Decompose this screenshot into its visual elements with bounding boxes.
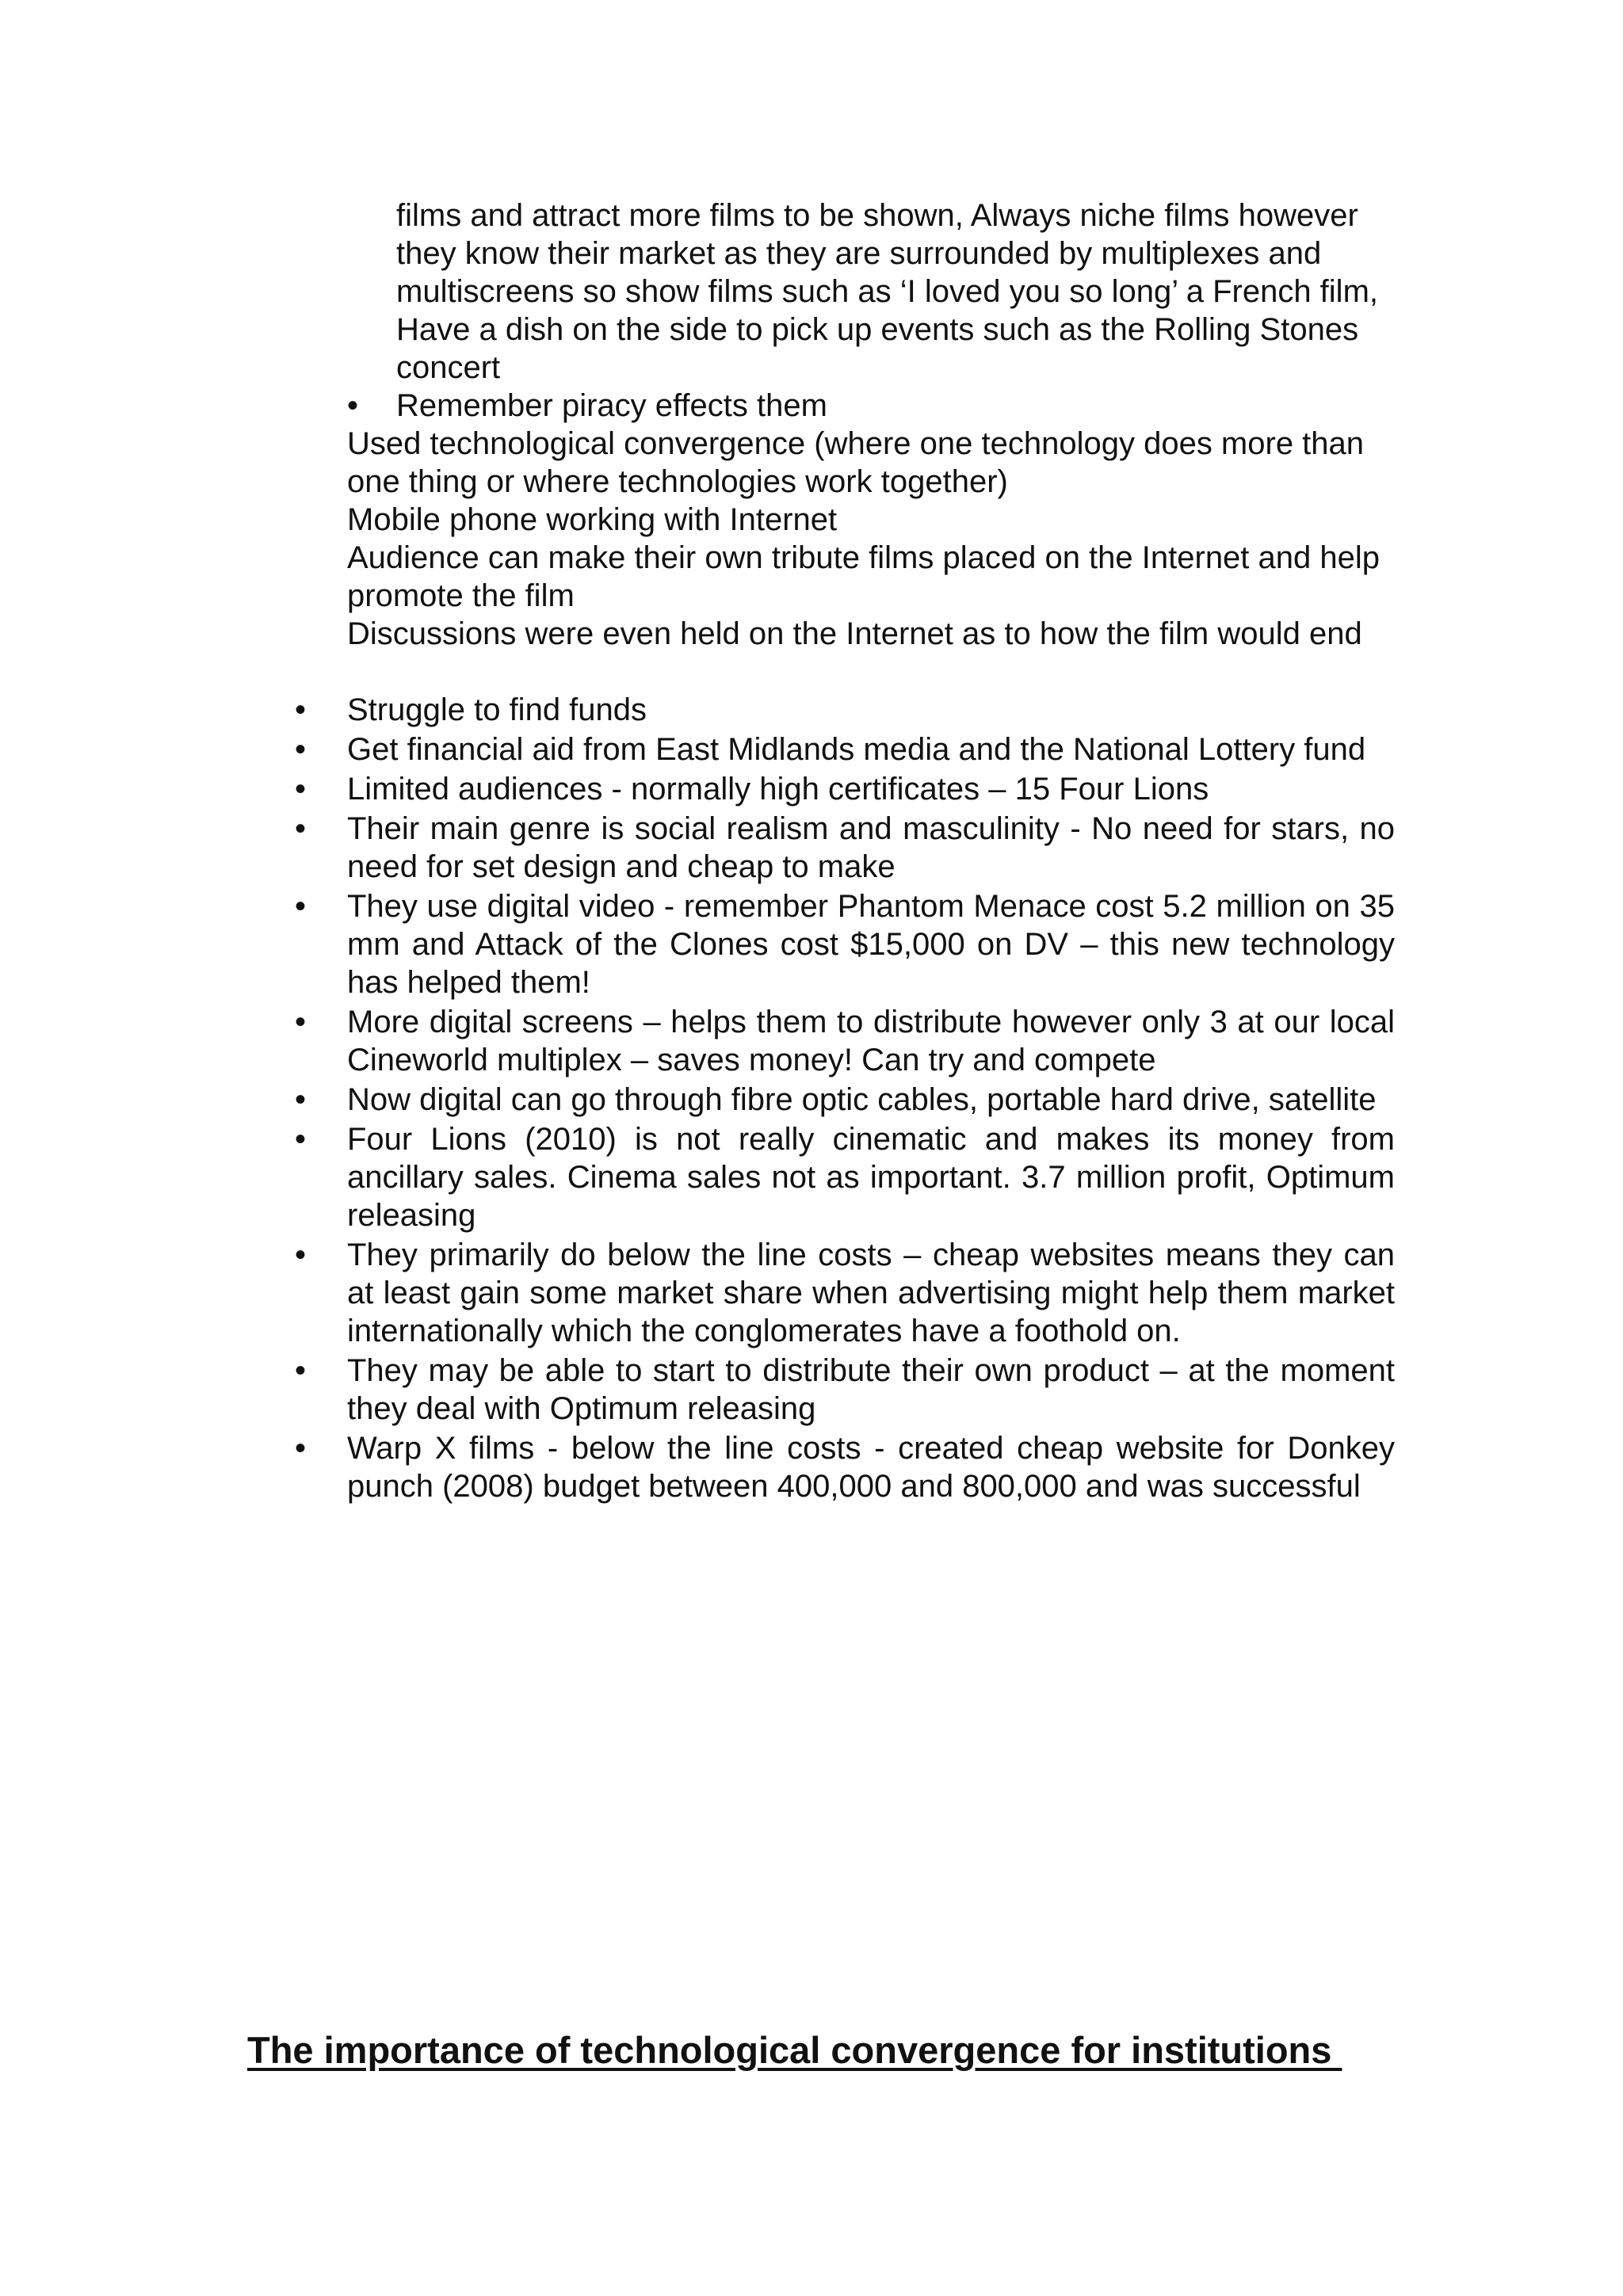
list-item-text: They primarily do below the line costs – cheap websites means they can at least gain some market share when advertising might help them market internationally which the conglomerates have a foothold on. [347,1238,1395,1348]
list-item-text: Now digital can go through fibre optic cables, portable hard drive, satellite [347,1082,1377,1117]
section-heading: The importance of technological convergence for institutions [247,2029,1342,2071]
list-item-text: Four Lions (2010) is not really cinematic and makes its money from ancillary sales. Cinema sales not as important. 3.7 million profit, Optimum releasing [347,1122,1395,1233]
bullet-icon: • [295,1082,307,1117]
list-item-text: They use digital video - remember Phantom Menace cost 5.2 million on 35 mm and Attack of the Clones cost $15,000 on DV – this new technology has helped them! [347,889,1395,1000]
list-item-text: Struggle to find funds [347,692,647,727]
list-item-text: Remember piracy effects them [396,388,827,423]
bullet-icon: • [295,1238,307,1272]
plain-line: Discussions were even held on the Internet as to how the film would end [347,616,1362,651]
list-item-text: They may be able to start to distribute their own product – at the moment they deal with Optimum releasing [347,1353,1395,1426]
list-item [295,1352,1395,1428]
list-item [347,387,1393,425]
list-item [295,887,1395,1001]
bullet-icon: • [295,1353,307,1388]
list-item-text: More digital screens – helps them to distribute however only 3 at our local Cineworld multiplex – saves money! Can try and compete [347,1005,1395,1077]
list-item-text: Their main genre is social realism and masculinity - No need for stars, no need for set design and cheap to make [347,811,1395,884]
bullet-icon: • [347,388,359,423]
bullet-icon: • [295,811,307,846]
bullet-icon: • [295,889,307,924]
plain-line: Used technological convergence (where one technology does more than one thing or where technologies work together) [347,426,1365,499]
bullet-icon: • [295,1005,307,1039]
list-item [295,691,1395,729]
list-item [295,1003,1395,1079]
list-item [295,730,1395,769]
plain-line: Mobile phone working with Internet [347,502,838,537]
list-item [295,1236,1395,1350]
list-item-text: Get financial aid from East Midlands media and the National Lottery fund [347,732,1366,767]
list-item [295,770,1395,808]
plain-text-block [347,425,1393,653]
list-item [295,810,1395,886]
plain-line: Audience can make their own tribute films placed on the Internet and help promote the film [347,540,1381,613]
bullet-icon: • [295,692,307,727]
list-item-text: Limited audiences - normally high certificates – 15 Four Lions [347,772,1209,807]
continued-paragraph: films and attract more films to be shown, Always niche films however they know their market as they are surrounded by multiplexes and multiscreens so show films such as ‘I loved you so long’ a French film, Have a dish on the side to pick up events such as the Rolling Stones concert [396,198,1379,385]
sub-bullet-list [347,387,1393,425]
list-item [295,1120,1395,1234]
list-item [295,1429,1395,1505]
list-item [295,1081,1395,1119]
bullet-icon: • [295,1122,307,1157]
bullet-icon: • [295,732,307,767]
list-item-text: Warp X films - below the line costs - created cheap website for Donkey punch (2008) budget between 400,000 and 800,000 and was successful [347,1431,1395,1504]
bullet-icon: • [295,772,307,807]
bullet-list [295,691,1395,1507]
bullet-icon: • [295,1431,307,1466]
